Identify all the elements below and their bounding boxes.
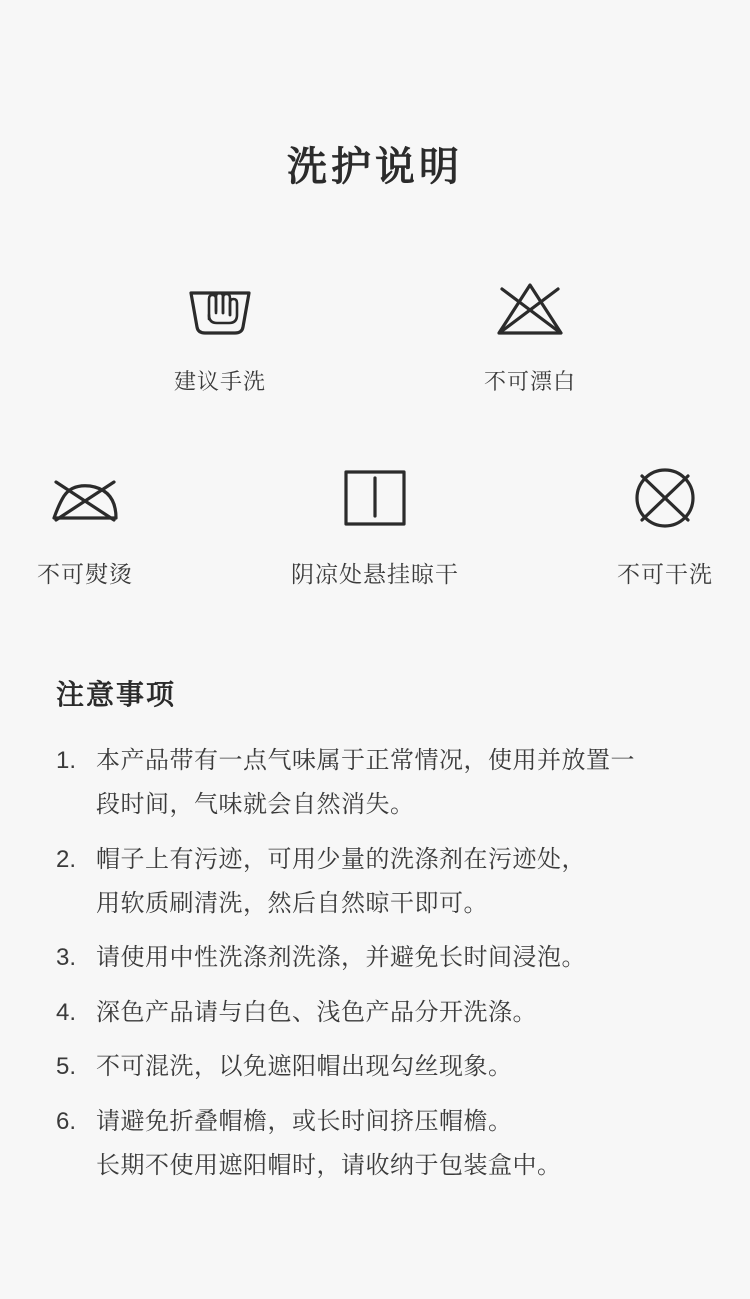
notice-index: 5. (56, 1053, 77, 1081)
notice-item (56, 838, 694, 927)
notice-line-1: 本产品带有一点气味属于正常情况，使用并放置一 (96, 746, 635, 774)
care-symbol-label: 阴凉处悬挂晾干 (291, 560, 459, 587)
notice-line-1: 不可混洗，以免遮阳帽出现勾丝现象。 (96, 1053, 513, 1081)
hand-wash-icon (177, 263, 263, 349)
notice-item (56, 1100, 694, 1189)
notice-line-1: 深色产品请与白色、浅色产品分开洗涤。 (96, 998, 537, 1026)
care-instructions-page (0, 27, 750, 1299)
care-symbol-no-iron (5, 454, 165, 589)
no-bleach-icon (487, 263, 573, 349)
care-symbol-label: 建议手洗 (173, 368, 266, 394)
notice-line-2: 段时间，气味就会自然消失。 (96, 791, 415, 819)
notice-text (96, 991, 694, 1035)
notice-line-1: 帽子上有污迹，可用少量的洗涤剂在污迹处， (96, 845, 586, 873)
notice-item (56, 1045, 694, 1089)
care-symbol-label: 不可熨烫 (37, 560, 133, 587)
notice-list (56, 739, 694, 1189)
notice-text (96, 838, 694, 927)
notice-index: 6. (56, 1107, 77, 1135)
notice-item (56, 739, 694, 828)
notice-text (96, 1100, 694, 1189)
line-dry-in-shade-icon (332, 454, 418, 540)
no-dry-clean-icon (622, 454, 708, 540)
care-symbol-label: 不可漂白 (483, 368, 576, 394)
page-title: 洗护说明 (287, 144, 463, 189)
notice-index: 3. (56, 944, 77, 972)
care-symbol-row-2 (0, 454, 750, 589)
care-symbol-line-dry-shade (291, 454, 459, 589)
notice-line-2: 长期不使用遮阳帽时，请收纳于包装盒中。 (96, 1151, 562, 1179)
notice-line-2: 用软质刷清洗，然后自然晾干即可。 (96, 889, 488, 917)
notice-section (0, 673, 750, 1189)
notice-text (96, 1045, 694, 1089)
care-symbol-row-1 (0, 263, 750, 396)
notice-item (56, 936, 694, 980)
notice-index: 4. (56, 998, 77, 1026)
notice-title: 注意事项 (56, 678, 177, 710)
notice-text (96, 739, 694, 828)
notice-text (96, 936, 694, 980)
no-iron-icon (42, 454, 128, 540)
notice-line-1: 请使用中性洗涤剂洗涤，并避免长时间浸泡。 (96, 944, 586, 972)
notice-item (56, 991, 694, 1035)
care-symbol-no-bleach (450, 263, 610, 396)
notice-index: 2. (56, 845, 77, 873)
care-symbol-label: 不可干洗 (617, 560, 713, 587)
notice-line-1: 请避免折叠帽檐，或长时间挤压帽檐。 (96, 1107, 513, 1135)
care-symbol-no-dry-clean (585, 454, 745, 589)
notice-index: 1. (56, 746, 77, 774)
care-symbol-hand-wash (140, 263, 300, 396)
